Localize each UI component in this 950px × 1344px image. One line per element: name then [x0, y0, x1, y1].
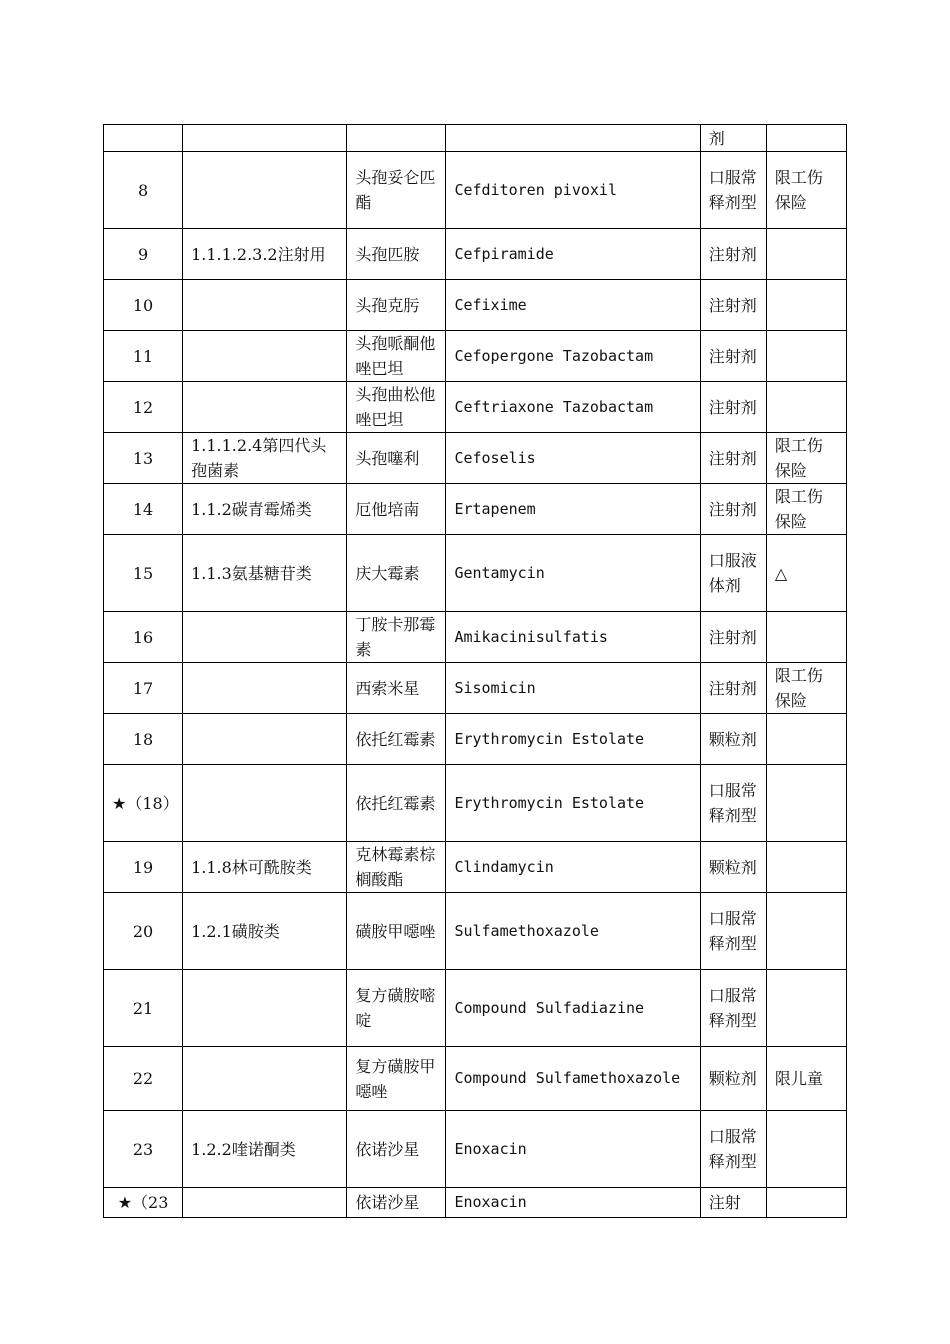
row-chinese-name	[347, 125, 446, 152]
row-chinese-name: 磺胺甲噁唑	[347, 893, 446, 970]
row-english-name	[446, 125, 700, 152]
row-note	[766, 714, 846, 765]
row-number: 8	[104, 152, 183, 229]
row-number: 19	[104, 842, 183, 893]
table-row	[104, 1047, 847, 1111]
row-category: 1.1.1.2.3.2注射用	[183, 229, 347, 280]
row-number: 10	[104, 280, 183, 331]
row-note	[766, 765, 846, 842]
row-number: 14	[104, 484, 183, 535]
row-note: 限工伤保险	[766, 152, 846, 229]
row-chinese-name: 西索米星	[347, 663, 446, 714]
row-note	[766, 1188, 846, 1218]
row-english-name: Cefopergone Tazobactam	[446, 331, 700, 382]
table-row	[104, 331, 847, 382]
table-row	[104, 612, 847, 663]
row-english-name: Erythromycin Estolate	[446, 714, 700, 765]
row-number: 17	[104, 663, 183, 714]
row-note	[766, 893, 846, 970]
row-number: 15	[104, 535, 183, 612]
row-category	[183, 125, 347, 152]
row-dosage-form: 注射剂	[700, 612, 766, 663]
row-category	[183, 1047, 347, 1111]
table-row	[104, 970, 847, 1047]
row-english-name: Cefixime	[446, 280, 700, 331]
row-category	[183, 331, 347, 382]
row-chinese-name: 依诺沙星	[347, 1111, 446, 1188]
table-row	[104, 842, 847, 893]
row-category	[183, 382, 347, 433]
row-dosage-form: 口服常释剂型	[700, 1111, 766, 1188]
row-english-name: Sulfamethoxazole	[446, 893, 700, 970]
row-category: 1.1.1.2.4第四代头孢菌素	[183, 433, 347, 484]
row-chinese-name: 依托红霉素	[347, 714, 446, 765]
table-row	[104, 663, 847, 714]
table-row	[104, 1188, 847, 1218]
row-english-name: Cefoselis	[446, 433, 700, 484]
row-note	[766, 970, 846, 1047]
row-category	[183, 280, 347, 331]
row-note: 限工伤保险	[766, 433, 846, 484]
row-english-name: Ceftriaxone Tazobactam	[446, 382, 700, 433]
row-number: 13	[104, 433, 183, 484]
row-dosage-form: 口服液体剂	[700, 535, 766, 612]
table-row	[104, 152, 847, 229]
row-number: 11	[104, 331, 183, 382]
row-chinese-name: 克林霉素棕榈酸酯	[347, 842, 446, 893]
row-chinese-name: 复方磺胺嘧啶	[347, 970, 446, 1047]
row-note	[766, 125, 846, 152]
row-dosage-form: 剂	[700, 125, 766, 152]
row-category	[183, 765, 347, 842]
row-category	[183, 970, 347, 1047]
row-category: 1.2.1磺胺类	[183, 893, 347, 970]
row-note	[766, 612, 846, 663]
row-category	[183, 663, 347, 714]
row-chinese-name: 依托红霉素	[347, 765, 446, 842]
row-number	[104, 125, 183, 152]
row-category	[183, 612, 347, 663]
row-dosage-form: 注射剂	[700, 433, 766, 484]
row-dosage-form: 注射剂	[700, 484, 766, 535]
row-dosage-form: 注射剂	[700, 663, 766, 714]
row-category	[183, 1188, 347, 1218]
row-english-name: Cefpiramide	[446, 229, 700, 280]
row-chinese-name: 头孢曲松他唑巴坦	[347, 382, 446, 433]
row-chinese-name: 厄他培南	[347, 484, 446, 535]
row-note	[766, 1111, 846, 1188]
row-chinese-name: 头孢噻利	[347, 433, 446, 484]
row-dosage-form: 注射剂	[700, 280, 766, 331]
row-note: 限儿童	[766, 1047, 846, 1111]
row-number: 18	[104, 714, 183, 765]
row-number: 16	[104, 612, 183, 663]
row-chinese-name: 依诺沙星	[347, 1188, 446, 1218]
row-note	[766, 382, 846, 433]
row-chinese-name: 丁胺卡那霉素	[347, 612, 446, 663]
table-row	[104, 382, 847, 433]
row-chinese-name: 庆大霉素	[347, 535, 446, 612]
table-row	[104, 229, 847, 280]
table-row	[104, 765, 847, 842]
row-number: 23	[104, 1111, 183, 1188]
table-row	[104, 484, 847, 535]
row-chinese-name: 头孢克肟	[347, 280, 446, 331]
row-dosage-form: 颗粒剂	[700, 714, 766, 765]
row-note	[766, 229, 846, 280]
row-number: 22	[104, 1047, 183, 1111]
drug-table	[103, 124, 847, 1218]
row-chinese-name: 复方磺胺甲噁唑	[347, 1047, 446, 1111]
row-english-name: Clindamycin	[446, 842, 700, 893]
row-dosage-form: 口服常释剂型	[700, 970, 766, 1047]
row-note: 限工伤保险	[766, 663, 846, 714]
row-dosage-form: 口服常释剂型	[700, 893, 766, 970]
row-note: △	[766, 535, 846, 612]
row-note	[766, 842, 846, 893]
row-chinese-name: 头孢妥仑匹酯	[347, 152, 446, 229]
row-number: ★（23	[104, 1188, 183, 1218]
row-category	[183, 152, 347, 229]
row-dosage-form: 口服常释剂型	[700, 152, 766, 229]
table-row	[104, 714, 847, 765]
row-chinese-name: 头孢匹胺	[347, 229, 446, 280]
row-english-name: Enoxacin	[446, 1111, 700, 1188]
row-note	[766, 280, 846, 331]
table-row	[104, 535, 847, 612]
row-english-name: Compound Sulfamethoxazole	[446, 1047, 700, 1111]
row-number: 20	[104, 893, 183, 970]
row-number: 21	[104, 970, 183, 1047]
table-row	[104, 280, 847, 331]
row-number: 9	[104, 229, 183, 280]
row-note	[766, 331, 846, 382]
row-dosage-form: 颗粒剂	[700, 842, 766, 893]
row-chinese-name: 头孢哌酮他唑巴坦	[347, 331, 446, 382]
row-note: 限工伤保险	[766, 484, 846, 535]
table-row	[104, 1111, 847, 1188]
row-dosage-form: 注射	[700, 1188, 766, 1218]
row-category: 1.1.8林可酰胺类	[183, 842, 347, 893]
row-category: 1.1.2碳青霉烯类	[183, 484, 347, 535]
row-dosage-form: 颗粒剂	[700, 1047, 766, 1111]
row-dosage-form: 口服常释剂型	[700, 765, 766, 842]
row-english-name: Cefditoren pivoxil	[446, 152, 700, 229]
row-category	[183, 714, 347, 765]
table-row	[104, 125, 847, 152]
row-english-name: Erythromycin Estolate	[446, 765, 700, 842]
row-english-name: Sisomicin	[446, 663, 700, 714]
row-english-name: Amikacinisulfatis	[446, 612, 700, 663]
row-english-name: Enoxacin	[446, 1188, 700, 1218]
row-english-name: Compound Sulfadiazine	[446, 970, 700, 1047]
row-dosage-form: 注射剂	[700, 229, 766, 280]
row-dosage-form: 注射剂	[700, 331, 766, 382]
table-row	[104, 433, 847, 484]
table-row	[104, 893, 847, 970]
row-english-name: Gentamycin	[446, 535, 700, 612]
row-category: 1.1.3氨基糖苷类	[183, 535, 347, 612]
row-category: 1.2.2喹诺酮类	[183, 1111, 347, 1188]
row-number: 12	[104, 382, 183, 433]
row-number: ★（18）	[104, 765, 183, 842]
row-english-name: Ertapenem	[446, 484, 700, 535]
row-dosage-form: 注射剂	[700, 382, 766, 433]
